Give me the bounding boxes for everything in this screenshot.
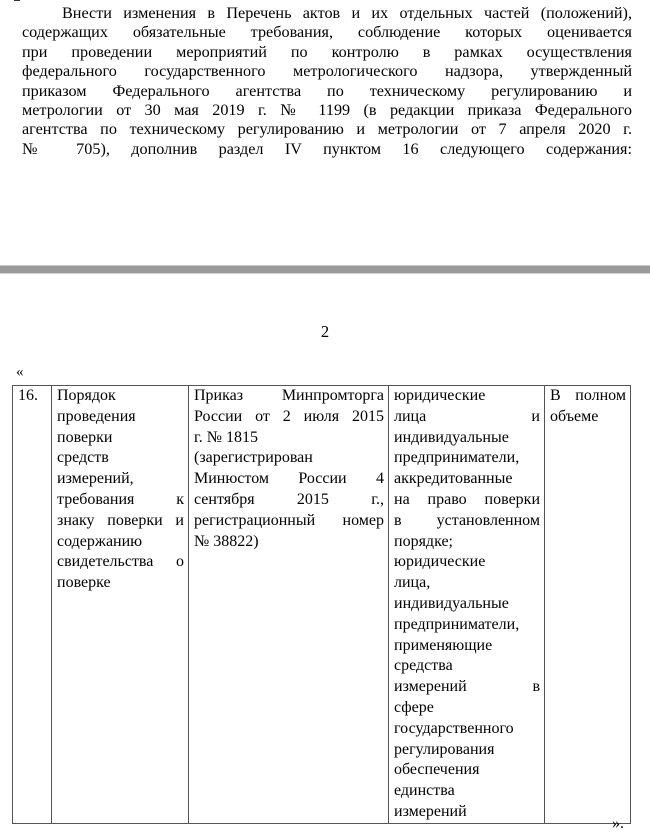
cell-text-line: юридические	[394, 387, 486, 404]
cell-text-line: В полном	[550, 387, 626, 404]
cell-text-line: применяющие	[394, 636, 493, 654]
cell-text-line: сентября 2015 г.,	[194, 490, 384, 508]
cell-text-line: г. № 1815	[194, 428, 259, 446]
cell-text-line: средства	[394, 657, 453, 675]
cell-text-line: поверки	[57, 428, 113, 446]
cell-text-line: содержанию	[57, 532, 143, 550]
cell-text-line: (зарегистрирован	[194, 449, 313, 467]
paragraph-line: федерального государственного метрологического надзора, утвержденный	[22, 62, 632, 81]
paragraph-line: агентства по техническому регулированию и метрологии от 7 апреля 2020 г.	[22, 120, 632, 139]
cell-subjects	[389, 386, 545, 824]
cell-text-line: порядке;	[394, 532, 453, 550]
cell-text-line: аккредитованные	[394, 470, 513, 488]
amendment-table	[12, 385, 631, 824]
cell-text-line: государственного	[394, 719, 514, 737]
cell-text-line: предприниматели,	[394, 615, 520, 633]
cell-text-line: лица,	[394, 574, 431, 592]
cell-text-line: предприниматели,	[394, 449, 520, 467]
paragraph-line: при проведении мероприятий по контролю в рамках осуществления	[22, 42, 632, 61]
page-separator	[0, 265, 650, 274]
cell-text-line: № 38822)	[194, 532, 259, 550]
cell-text-line: измерений,	[57, 470, 134, 488]
cell-scope	[545, 386, 631, 824]
cell-act	[189, 386, 389, 824]
paragraph-line: Внести изменения в Перечень актов и их отдельных частей (положений),	[62, 4, 632, 22]
cell-text-line: индивидуальные	[394, 428, 509, 446]
cell-text-line: Приказ Минпромторга	[194, 387, 384, 404]
cell-text-line: Минюстом России 4	[194, 470, 384, 488]
cell-text-line: в установленном	[394, 511, 540, 529]
cell-text-line: Порядок	[57, 387, 116, 404]
cell-text-line: поверке	[57, 574, 111, 592]
cell-text-line: регистрационный номер	[194, 511, 384, 529]
amendment-paragraph	[22, 4, 632, 159]
closing-quote: ».	[612, 815, 624, 832]
cell-text-line: индивидуальные	[394, 594, 509, 612]
cell-text-line: единства	[394, 782, 455, 800]
cell-number	[13, 386, 52, 824]
item-number: 16.	[18, 387, 38, 404]
page-1-bottom	[0, 0, 650, 266]
table-row	[13, 386, 631, 824]
paragraph-line: метрологии от 30 мая 2019 г. № 1199 (в редакции приказа Федерального	[22, 101, 632, 120]
cell-text-line: России от 2 июля 2015	[194, 407, 384, 425]
stray-mark	[14, 0, 20, 5]
cell-text-line: проведения	[57, 407, 136, 425]
cell-text-line: измерений в	[394, 678, 540, 696]
cell-text-line: измерений	[394, 802, 467, 820]
cell-text-line: свидетельства о	[57, 553, 184, 571]
paragraph-line: содержащих обязательные требования, соблюдение которых оценивается	[22, 23, 632, 42]
opening-quote: «	[16, 364, 24, 380]
cell-text-line: обеспечения	[394, 761, 480, 779]
cell-name	[52, 386, 189, 824]
page-number: 2	[320, 322, 330, 341]
cell-text-line: сфере	[394, 698, 434, 716]
paragraph-line: № 705), дополнив раздел IV пунктом 16 следующего содержания:	[22, 139, 632, 158]
cell-text-line: средств	[57, 449, 109, 467]
cell-text-line: юридические	[394, 553, 486, 571]
cell-text-line: объеме	[550, 407, 599, 425]
cell-text-line: регулирования	[394, 740, 495, 758]
cell-text-line: лица и	[394, 407, 540, 425]
paragraph-line: приказом Федерального агентства по техническому регулированию и	[22, 81, 632, 100]
cell-text-line: на право поверки	[394, 490, 540, 508]
cell-text-line: знаку поверки и	[57, 511, 184, 529]
cell-text-line: требования к	[57, 490, 184, 508]
